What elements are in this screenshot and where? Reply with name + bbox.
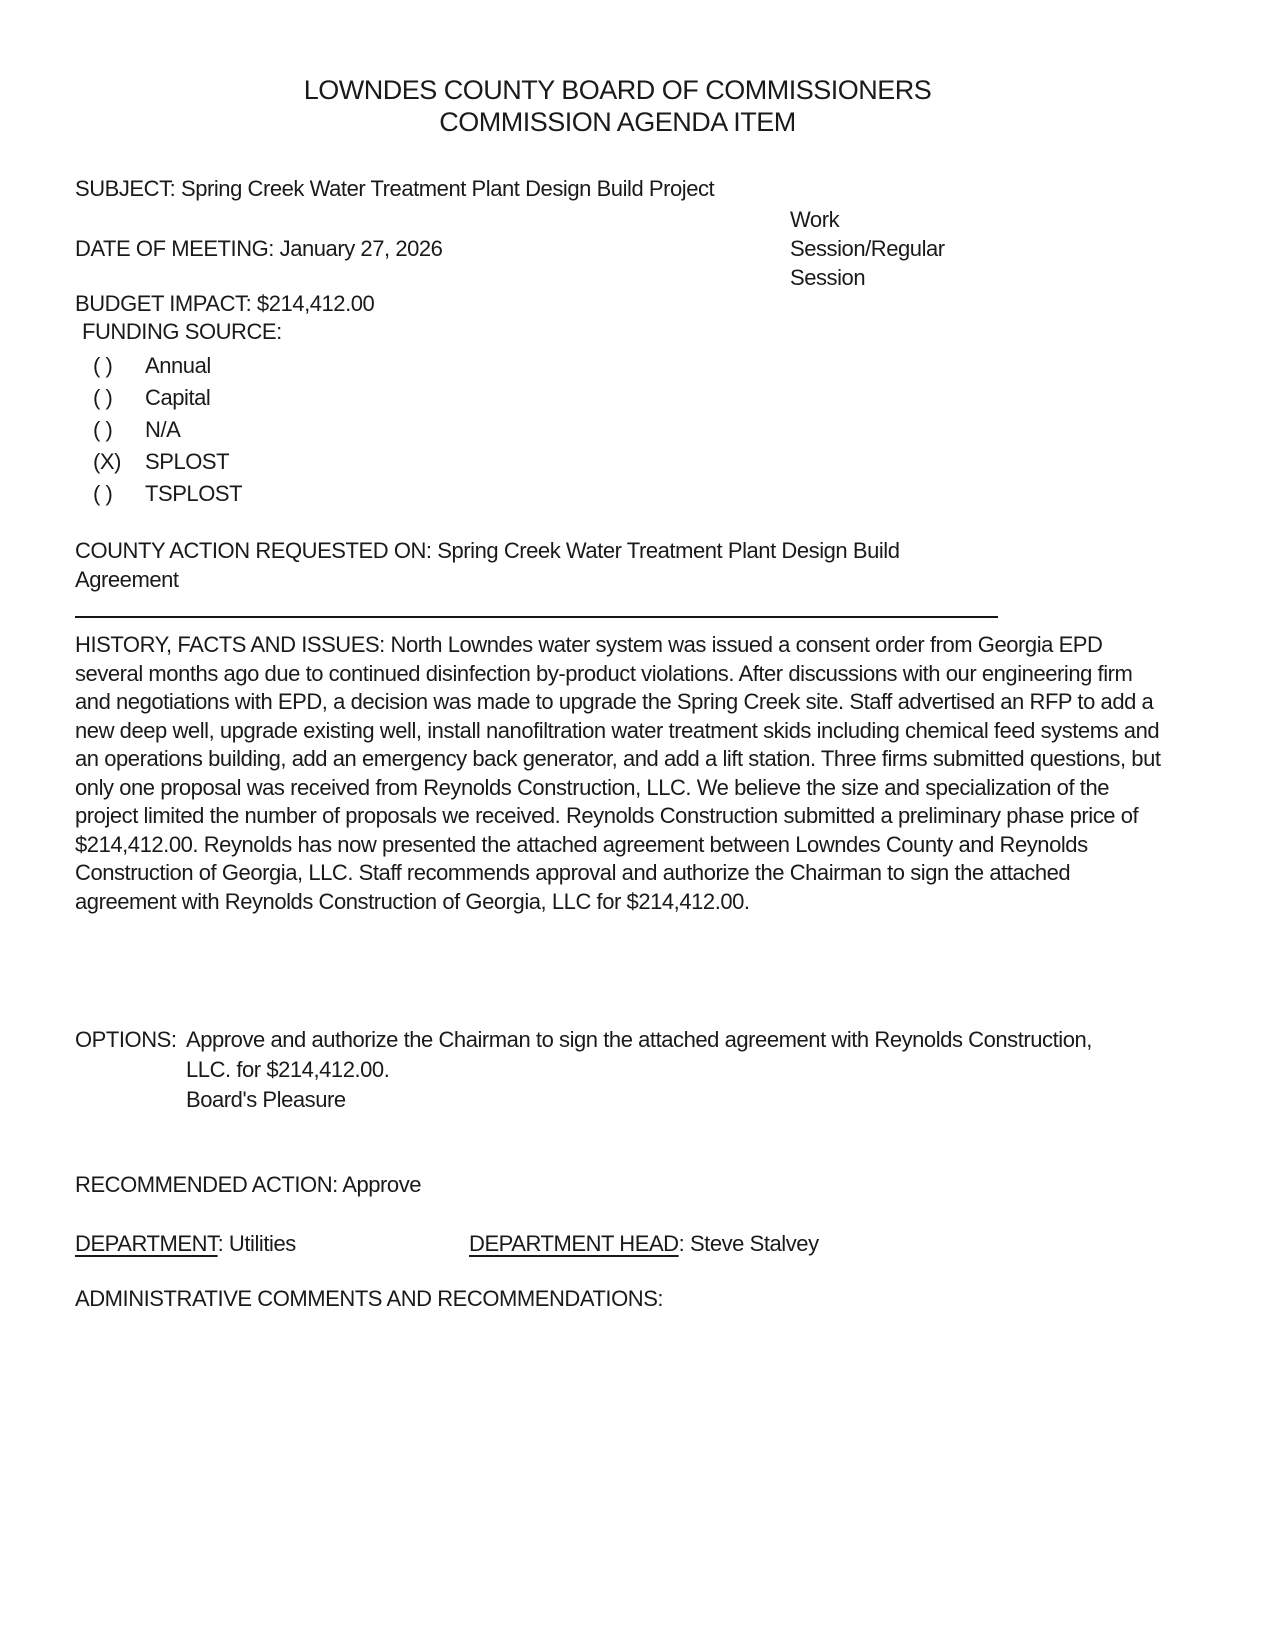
county-action-label: COUNTY ACTION REQUESTED ON:: [75, 538, 432, 563]
department-label: DEPARTMENT: [75, 1231, 218, 1256]
admin-comments-label: ADMINISTRATIVE COMMENTS AND RECOMMENDATIONS:: [75, 1286, 664, 1311]
funding-option-na: [93, 414, 242, 446]
department-value: Utilities: [223, 1231, 296, 1256]
title-line-1: LOWNDES COUNTY BOARD OF COMMISSIONERS: [303, 75, 932, 105]
recommended-action-value: Approve: [342, 1172, 422, 1197]
budget-impact-value: $214,412.00: [256, 291, 375, 316]
meeting-date-value: January 27, 2026: [279, 236, 443, 261]
budget-impact-line: [75, 290, 374, 318]
options-list: [186, 1025, 1136, 1115]
department-head-value: Steve Stalvey: [684, 1231, 819, 1256]
colon: :: [217, 1231, 224, 1256]
options-section: [75, 1025, 1136, 1115]
department-line: [75, 1231, 296, 1256]
subject-value: Spring Creek Water Treatment Plant Design Build Project: [180, 176, 715, 201]
funding-option-label: SPLOST: [145, 449, 230, 474]
checkbox-mark: ( ): [93, 417, 113, 442]
history-label: HISTORY, FACTS AND ISSUES:: [75, 632, 385, 657]
funding-option-label: N/A: [145, 417, 181, 442]
meeting-date-line: [75, 235, 442, 263]
checkbox-mark: ( ): [93, 481, 113, 506]
meeting-date-label: DATE OF MEETING:: [75, 236, 274, 261]
department-row: [75, 1230, 1175, 1258]
divider-line: [75, 616, 998, 618]
option-item: Board's Pleasure: [186, 1087, 346, 1112]
checkbox-mark-checked: (X): [93, 449, 121, 474]
history-facts-issues: [75, 631, 1165, 916]
session-type: Work Session/Regular Session: [790, 207, 945, 290]
budget-impact-label: BUDGET IMPACT:: [75, 291, 252, 316]
funding-option-label: Annual: [145, 353, 211, 378]
funding-option-annual: [93, 350, 242, 382]
funding-option-tsplost: [93, 478, 242, 510]
option-item: Approve and authorize the Chairman to sign the attached agreement with Reynolds Construction, LLC. for $214,412.00.: [186, 1027, 1092, 1082]
checkbox-mark: ( ): [93, 385, 113, 410]
funding-option-label: TSPLOST: [145, 481, 243, 506]
funding-source-list: [93, 350, 242, 510]
title-line-2: COMMISSION AGENDA ITEM: [439, 107, 796, 137]
recommended-action-label: RECOMMENDED ACTION:: [75, 1172, 338, 1197]
county-action-line: [75, 536, 975, 594]
county-action-value: Spring Creek Water Treatment Plant Design Build Agreement: [75, 538, 900, 592]
document-title: [75, 74, 1160, 138]
options-label: OPTIONS:: [75, 1027, 177, 1052]
history-text: North Lowndes water system was issued a consent order from Georgia EPD several months ago due to continued disinfection by-product violations. After discussions with our engineering firm and negotiations with EPD, a decision was made to upgrade the Spring Creek site. Staff advertised an RFP to add a new deep well, upgrade existing well, install nanofiltration water treatment skids including chemical feed systems and an operations building, add an emergency back generator, and add a lift station. Three firms submitted questions, but only one proposal was received from Reynolds Construction, LLC. We believe the size and specialization of the project limited the number of proposals we received. Reynolds Construction submitted a preliminary phase price of $214,412.00. Reynolds has now presented the attached agreement between Lowndes County and Reynolds Construction of Georgia, LLC. Staff recommends approval and authorize the Chairman to sign the attached agreement with Reynolds Construction of Georgia, LLC for $214,412.00.: [75, 632, 1161, 914]
funding-source-label: FUNDING SOURCE:: [82, 319, 282, 344]
funding-option-capital: [93, 382, 242, 414]
subject-line: [75, 175, 714, 203]
funding-option-label: Capital: [145, 385, 211, 410]
colon: :: [678, 1231, 685, 1256]
funding-option-splost: [93, 446, 242, 478]
department-head-label: DEPARTMENT HEAD: [469, 1231, 679, 1256]
subject-label: SUBJECT:: [75, 176, 176, 201]
department-head-line: [469, 1230, 819, 1258]
recommended-action-line: [75, 1171, 421, 1199]
checkbox-mark: ( ): [93, 353, 113, 378]
